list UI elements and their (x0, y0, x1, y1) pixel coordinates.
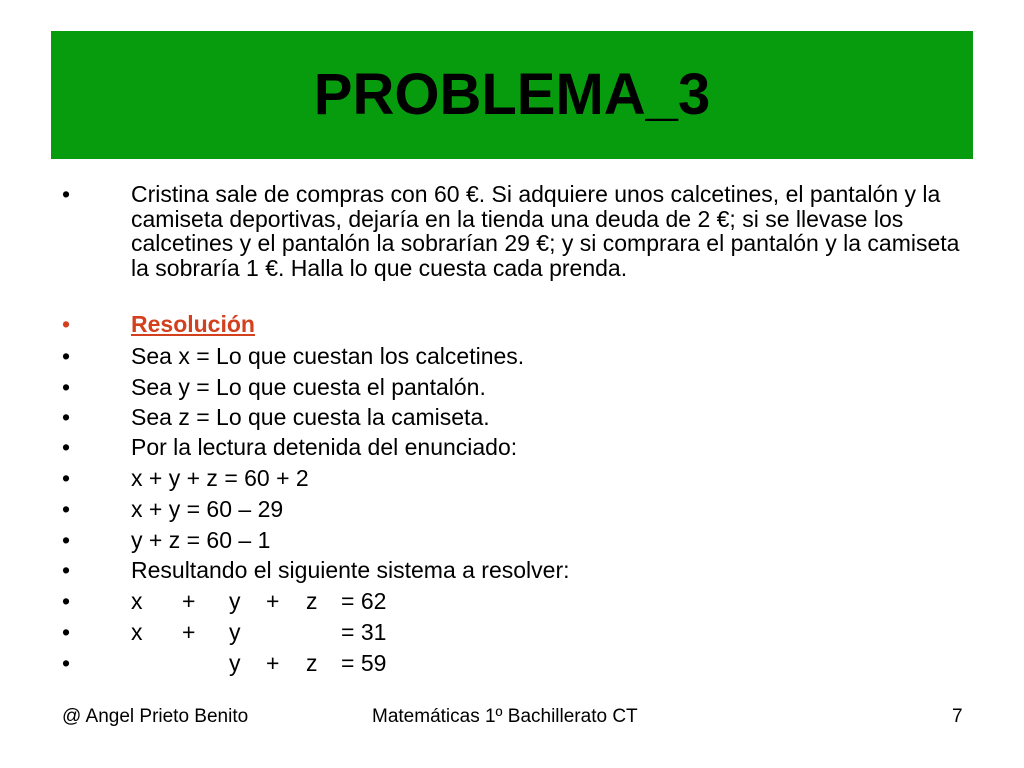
system-rhs: = 31 (341, 619, 387, 645)
bullet-icon: • (62, 527, 71, 553)
system-x: x (131, 619, 143, 645)
system-rhs: = 59 (341, 650, 387, 676)
line-text: Sea z = Lo que cuesta la camiseta. (131, 404, 490, 430)
problem-statement: Cristina sale de compras con 60 €. Si adquiere unos calcetines, el pantalón y la camiseta deportivas, dejaría en la tienda una deuda de 2 €; si se llevase los calcetines y el pantalón la sobrarían 29 €; y si comprara el pantalón y la camiseta la sobraría 1 €. Halla lo que cuesta cada prenda. (131, 181, 960, 281)
bullet-icon: • (62, 181, 71, 207)
bullet-icon: • (62, 557, 71, 583)
system-z: z (306, 650, 318, 676)
system-rhs: = 62 (341, 588, 387, 614)
footer-author: @ Angel Prieto Benito (62, 706, 249, 727)
system-y: y (229, 650, 241, 676)
equation: x + y = 60 – 29 (131, 496, 284, 522)
bullet-icon: • (62, 650, 71, 676)
footer-course: Matemáticas 1º Bachillerato CT (372, 706, 638, 727)
bullet-icon: • (62, 434, 71, 460)
system-op: + (182, 588, 196, 614)
system-op: + (266, 650, 280, 676)
title-bar (51, 31, 973, 159)
equation: x + y + z = 60 + 2 (131, 465, 309, 491)
bullet-icon: • (62, 374, 71, 400)
line-text: Sea x = Lo que cuestan los calcetines. (131, 343, 525, 369)
bullet-icon: • (62, 588, 71, 614)
bullet-icon: • (62, 465, 71, 491)
system-z: z (306, 588, 318, 614)
bullet-icon: • (62, 311, 71, 337)
system-y: y (229, 619, 241, 645)
line-text: Resultando el siguiente sistema a resolver: (131, 557, 570, 583)
equation: y + z = 60 – 1 (131, 527, 271, 553)
line-text: Sea y = Lo que cuesta el pantalón. (131, 374, 486, 400)
system-y: y (229, 588, 241, 614)
bullet-icon: • (62, 619, 71, 645)
resolution-heading: Resolución (131, 311, 255, 337)
line-text: Por la lectura detenida del enunciado: (131, 434, 518, 460)
bullet-icon: • (62, 343, 71, 369)
system-op: + (182, 619, 196, 645)
system-op: + (266, 588, 280, 614)
system-x: x (131, 588, 143, 614)
slide-title: PROBLEMA_3 (313, 62, 711, 127)
bullet-icon: • (62, 496, 71, 522)
footer-page-number: 7 (952, 706, 963, 727)
bullet-icon: • (62, 404, 71, 430)
